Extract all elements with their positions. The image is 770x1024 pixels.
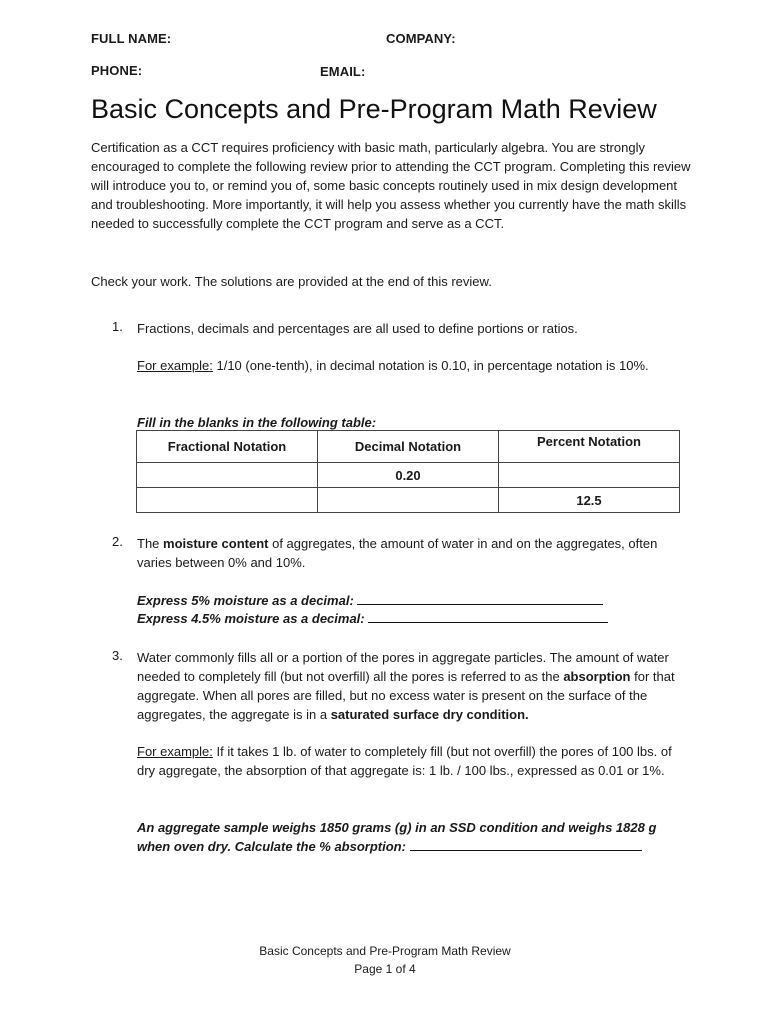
table-header-row [137, 431, 680, 463]
q1-number: 1. [112, 319, 123, 334]
q2-number: 2. [112, 534, 123, 549]
table-cell-fraction-blank[interactable] [137, 463, 318, 488]
q3-term-ssd: saturated surface dry condition. [330, 707, 529, 722]
q2-text-post: of aggregates, the amount of water in and on the aggregates, often varies between 0% and 10%. [137, 536, 658, 570]
answer-blank[interactable] [368, 611, 608, 623]
q3-example [137, 742, 677, 780]
q3-prompt [137, 818, 677, 856]
page-title: Basic Concepts and Pre-Program Math Review [91, 94, 657, 124]
table-row [137, 488, 680, 513]
q3-text [137, 648, 677, 724]
phone-label: PHONE: [91, 63, 143, 78]
table-row [137, 463, 680, 488]
q2-text-pre: The [137, 536, 164, 551]
company-label: COMPANY: [386, 31, 456, 46]
q3-term-absorption: absorption [563, 669, 631, 684]
q2-text [137, 534, 677, 572]
answer-blank[interactable] [357, 593, 603, 605]
table-cell-percent: 12.5 [499, 488, 680, 513]
table-cell-percent-blank[interactable] [499, 463, 680, 488]
q3-text-b: for that aggregate. When all pores are filled, but no excess water is present on the surface of the aggregates, the aggregate is in a [137, 669, 675, 722]
page-number: Page 1 of 4 [354, 962, 416, 976]
q1-instruction: Fill in the blanks in the following table: [137, 415, 377, 430]
header-decimal: Decimal Notation [318, 431, 499, 463]
intro-paragraph: Certification as a CCT requires proficiency with basic math, particularly algebra. You are strongly encouraged to complete the following review prior to attending the CCT program. Completing this review will introduce you to, or remind you of, some basic concepts routinely used in mix design development and troubleshooting. More importantly, it will help you assess whether you currently have the math skills needed to successfully complete the CCT program and serve as a CCT. [91, 140, 691, 231]
q3-number: 3. [112, 648, 123, 663]
q1-text: Fractions, decimals and percentages are all used to define portions or ratios. [137, 321, 578, 336]
q3-prompt-text: An aggregate sample weighs 1850 grams (g) in an SSD condition and weighs 1828 g when oven dry. Calculate the % absorption: [137, 820, 657, 854]
full-name-label: FULL NAME: [91, 31, 172, 46]
q2-prompt-1 [137, 591, 677, 610]
header-fractional: Fractional Notation [137, 431, 318, 463]
q2-prompt-2-text: Express 4.5% moisture as a decimal: [137, 611, 365, 626]
q2-prompt-1-text: Express 5% moisture as a decimal: [137, 593, 354, 608]
table-cell-decimal: 0.20 [318, 463, 499, 488]
q2-term-moisture-content: moisture content [163, 536, 269, 551]
table-cell-decimal-blank[interactable] [318, 488, 499, 513]
q3-example-text: If it takes 1 lb. of water to completely fill (but not overfill) the pores of 100 lbs. of dry aggregate, the absorption of that aggregate is: 1 lb. / 100 lbs., expressed as 0.01 or 1%. [137, 744, 672, 778]
q1-example [137, 356, 677, 375]
header-percent: Percent Notation [499, 431, 680, 463]
table-cell-fraction-blank[interactable] [137, 488, 318, 513]
email-label: EMAIL: [320, 64, 366, 79]
q3-example-label: For example: [137, 744, 213, 759]
q1-example-label: For example: [137, 358, 213, 373]
notation-table [136, 430, 680, 513]
q2-prompt-2 [137, 609, 677, 628]
answer-blank[interactable] [410, 839, 642, 851]
check-work-note: Check your work. The solutions are provided at the end of this review. [91, 274, 492, 289]
q1-example-text: 1/10 (one-tenth), in decimal notation is 0.10, in percentage notation is 10%. [212, 358, 649, 373]
q3-text-a: Water commonly fills all or a portion of the pores in aggregate particles. The amount of water needed to completely fill (but not overfill) all the pores is referred to as the [137, 650, 669, 684]
footer-title: Basic Concepts and Pre-Program Math Review [259, 944, 511, 958]
